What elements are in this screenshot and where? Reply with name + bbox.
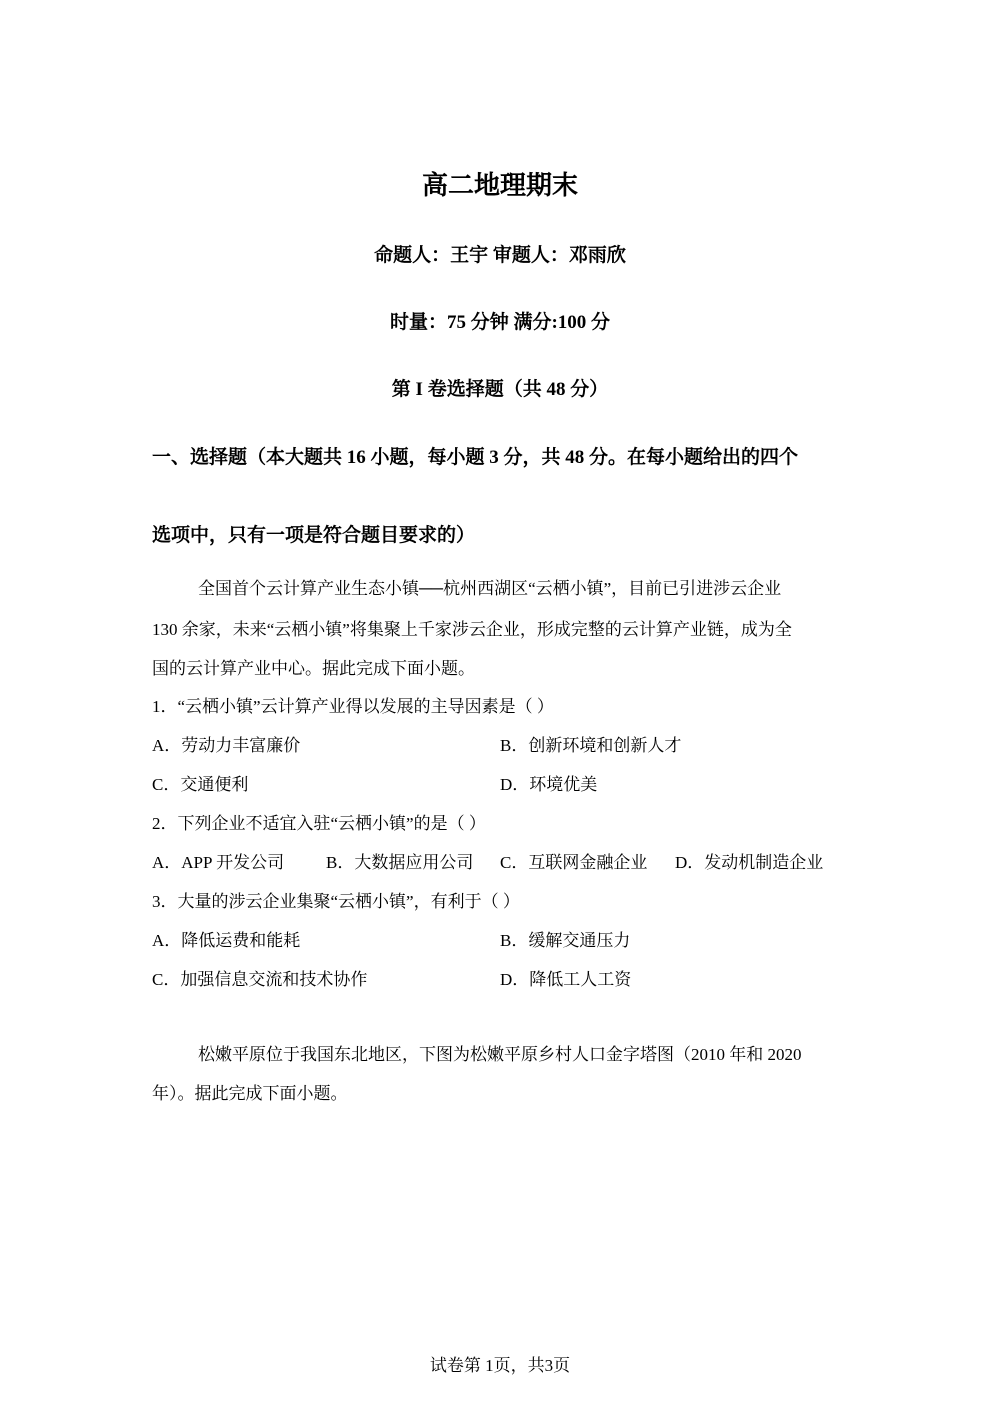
question-3-stem: 3．大量的涉云企业集聚“云栖小镇”，有利于（ ）	[152, 892, 520, 911]
question-1-option-a[interactable]: A．劳动力丰富廉价	[152, 736, 301, 755]
question-3-option-d[interactable]: D．降低工人工资	[500, 970, 632, 989]
question-2-option-d[interactable]: D．发动机制造企业	[675, 853, 824, 872]
question-2-option-c[interactable]: C．互联网金融企业	[500, 853, 648, 872]
exam-time-score: 时量：75 分钟 满分:100 分	[389, 312, 611, 333]
question-2-stem: 2．下列企业不适宜入驻“云栖小镇”的是（ ）	[152, 814, 486, 833]
question-1-option-b[interactable]: B．创新环境和创新人才	[500, 736, 682, 755]
question-3-option-a[interactable]: A．降低运费和能耗	[152, 931, 301, 950]
question-1-option-d[interactable]: D．环境优美	[500, 775, 598, 794]
exam-authors: 命题人：王宇 审题人：邓雨欣	[374, 245, 626, 266]
passage1-line2: 130 余家，未来“云栖小镇”将集聚上千家涉云企业，形成完整的云计算产业链，成为全	[152, 620, 792, 639]
passage1-line1: 全国首个云计算产业生态小镇──杭州西湖区“云栖小镇”，目前已引进涉云企业	[198, 579, 782, 598]
section-heading-line1: 一、选择题（本大题共 16 小题，每小题 3 分，共 48 分。在每小题给出的四个	[152, 447, 799, 468]
question-2-option-b[interactable]: B．大数据应用公司	[326, 853, 474, 872]
question-2-option-a[interactable]: A．APP 开发公司	[152, 853, 285, 872]
exam-title: 高二地理期末	[421, 171, 578, 200]
part-title: 第 I 卷选择题（共 48 分）	[391, 379, 609, 400]
passage2-line2: 年）。据此完成下面小题。	[152, 1084, 348, 1103]
page-footer: 试卷第 1页，共3页	[429, 1356, 571, 1375]
question-1-stem: 1．“云栖小镇”云计算产业得以发展的主导因素是（ ）	[152, 697, 554, 716]
question-3-option-b[interactable]: B．缓解交通压力	[500, 931, 631, 950]
passage1-line3: 国的云计算产业中心。据此完成下面小题。	[152, 659, 475, 678]
passage2-line1: 松嫩平原位于我国东北地区，下图为松嫩平原乡村人口金字塔图（2010 年和 2020	[198, 1045, 802, 1064]
question-3-option-c[interactable]: C．加强信息交流和技术协作	[152, 970, 368, 989]
section-heading-line2: 选项中，只有一项是符合题目要求的）	[152, 525, 476, 546]
question-1-option-c[interactable]: C．交通便利	[152, 775, 249, 794]
